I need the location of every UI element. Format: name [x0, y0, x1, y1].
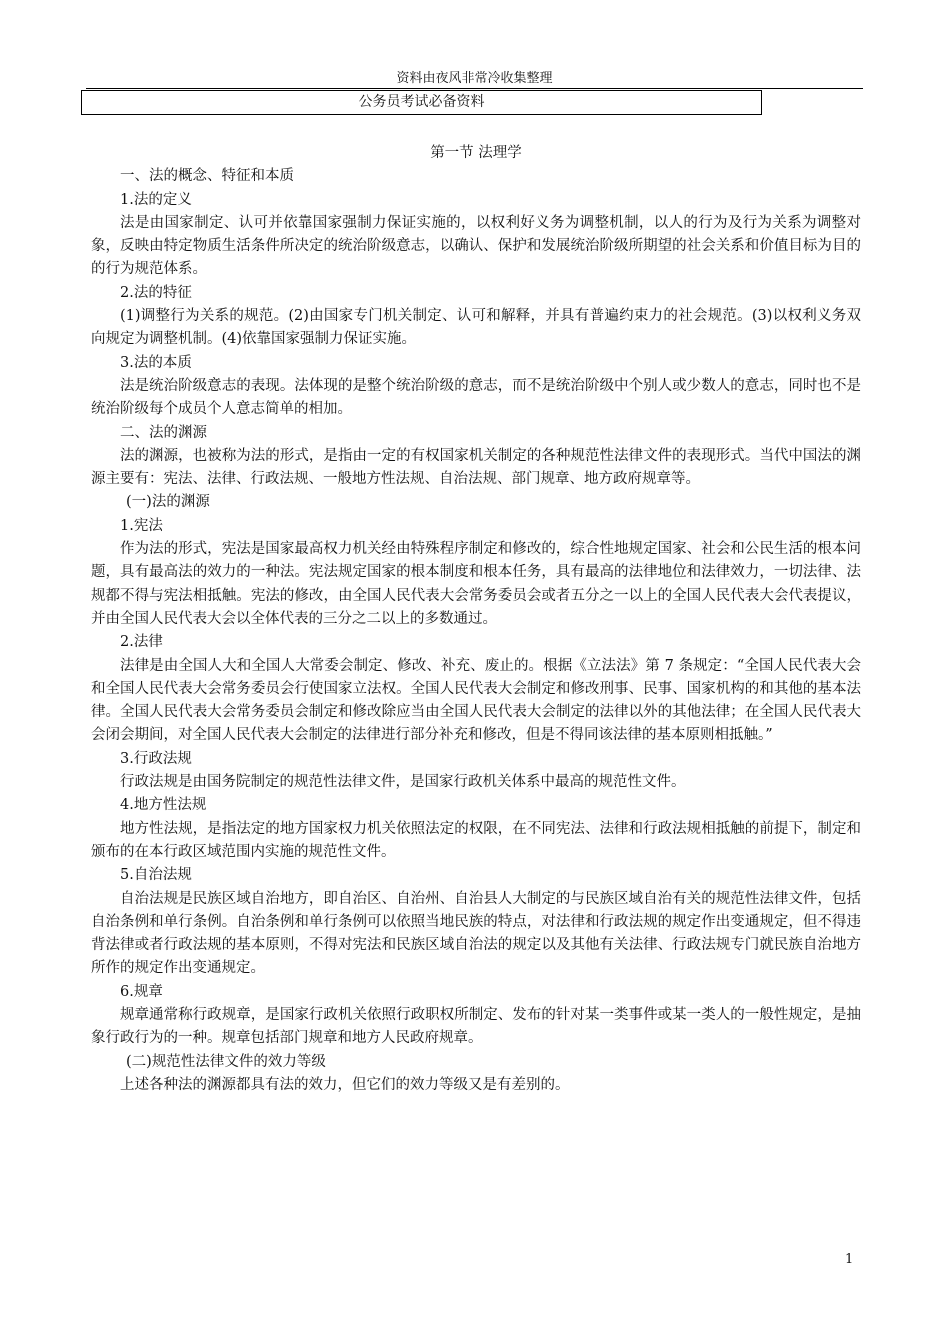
paragraph-local-regulations: 地方性法规，是指法定的地方国家权力机关依照法定的权限，在不同宪法、法律和行政法规相抵触的前提下，制定和颁布的在本行政区域范围内实施的规范性文件。	[91, 820, 861, 860]
subheading-essence: 3.法的本质	[120, 354, 192, 371]
paragraph-rules: 规章通常称行政规章，是国家行政机关依照行政职权所制定、发布的针对某一类事件或某一类人的一般性规定，是抽象行政行为的一种。规章包括部门规章和地方人民政府规章。	[91, 1006, 861, 1047]
section-title: 第一节 法理学	[430, 145, 522, 161]
subheading-rules: 6.规章	[120, 983, 163, 1000]
paragraph-law: 法律是由全国人大和全国人大常委会制定、修改、补充、废止的。根据《立法法》第 7 条规定：“全国人民代表大会和全国人民代表大会常务委员会行使国家立法权。全国人民代表大会制定和修改刑事、民事、国家机构的和其他的基本法律。全国人民代表大会常务委员会制定和修改除应当由全国人民代表大会制定的法律以外的其他法律；在全国人民代表大会闭会期间，对全国人民代表大会制定的法律进行部分补充和修改，但是不得同该法律的基本原则相抵触。”	[91, 657, 861, 744]
subheading-autonomous-regulations: 5.自治法规	[120, 867, 192, 884]
subheading-features: 2.法的特征	[120, 284, 192, 301]
subheading-constitution: 1.宪法	[120, 517, 163, 534]
running-header: 资料由夜风非常冷收集整理	[396, 71, 553, 86]
paragraph-definition: 法是由国家制定、认可并依靠国家强制力保证实施的，以权利好义务为调整机制，以人的行为及行为关系为调整对象，反映由特定物质生活条件所决定的统治阶级意志，以确认、保护和发展统治阶级所期望的社会关系和价值目标为目的的行为规范体系。	[91, 214, 861, 278]
paragraph-features: (1)调整行为关系的规范。(2)由国家专门机关制定、认可和解释，并具有普遍约束力的社会规范。(3)以权利义务双向规定为调整机制。(4)依靠国家强制力保证实施。	[91, 308, 861, 348]
heading-sources: 二、法的渊源	[120, 424, 207, 441]
paragraph-effect-hierarchy: 上述各种法的渊源都具有法的效力，但它们的效力等级又是有差别的。	[120, 1076, 570, 1093]
subheading-definition: 1.法的定义	[120, 191, 192, 208]
subheading-effect-hierarchy: (二)规范性法律文件的效力等级	[126, 1053, 326, 1070]
header-box-title: 公务员考试必备资料	[81, 90, 762, 115]
heading-concept: 一、法的概念、特征和本质	[120, 168, 294, 185]
paragraph-sources: 法的渊源，也被称为法的形式，是指由一定的有权国家机关制定的各种规范性法律文件的表现形式。当代中国法的渊源主要有：宪法、法律、行政法规、一般地方性法规、自治法规、部门规章、地方政府规章等。	[91, 447, 861, 488]
subheading-law: 2.法律	[120, 634, 163, 651]
document-body	[91, 142, 861, 1097]
paragraph-essence: 法是统治阶级意志的表现。法体现的是整个统治阶级的意志，而不是统治阶级中个别人或少数人的意志，同时也不是统治阶级每个成员个人意志简单的相加。	[91, 377, 861, 418]
paragraph-autonomous-regulations: 自治法规是民族区域自治地方，即自治区、自治州、自治县人大制定的与民族区域自治有关的规范性法律文件，包括自治条例和单行条例。自治条例和单行条例可以依照当地民族的特点，对法律和行政法规的规定作出变通规定，但不得违背法律或者行政法规的基本原则，不得对宪法和民族区域自治法的规定以及其他有关法律、行政法规专门就民族自治地方所作的规定作出变通规定。	[91, 890, 861, 977]
subheading-sources-list: (一)法的渊源	[126, 494, 210, 511]
paragraph-administrative-regulations: 行政法规是由国务院制定的规范性法律文件，是国家行政机关体系中最高的规范性文件。	[120, 774, 686, 791]
subheading-local-regulations: 4.地方性法规	[120, 797, 207, 814]
subheading-administrative-regulations: 3.行政法规	[120, 750, 192, 767]
header-rule	[86, 88, 863, 89]
paragraph-constitution: 作为法的形式，宪法是国家最高权力机关经由特殊程序制定和修改的，综合性地规定国家、社会和公民生活的根本问题，具有最高法的效力的一种法。宪法规定国家的根本制度和根本任务，具有最高的法律地位和法律效力，一切法律、法规都不得与宪法相抵触。宪法的修改，由全国人民代表大会常务委员会或者五分之一以上的全国人民代表大会代表提议，并由全国人民代表大会以全体代表的三分之二以上的多数通过。	[91, 541, 861, 627]
page-number: 1	[845, 1252, 854, 1267]
